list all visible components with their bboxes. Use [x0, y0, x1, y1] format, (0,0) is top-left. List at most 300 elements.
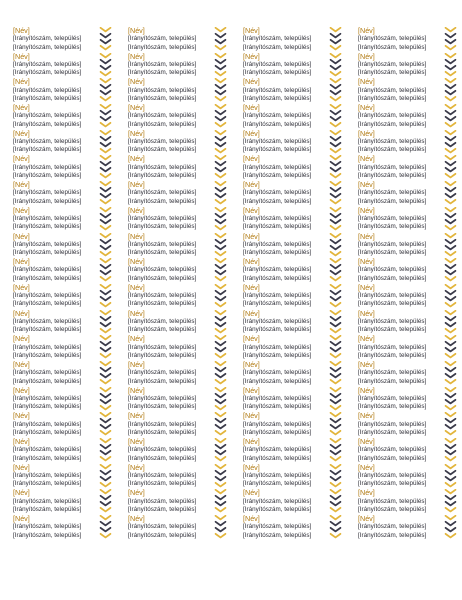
address-label[interactable] [242, 258, 346, 284]
address-label[interactable] [242, 387, 346, 413]
address-line-2: [Irányítószám, település] [243, 454, 312, 462]
chevron-leaf-icon [99, 515, 112, 541]
address-line-1: [Irányítószám, település] [358, 35, 427, 43]
name-placeholder: [Név] [13, 258, 30, 267]
name-placeholder: [Név] [128, 129, 145, 138]
chevron-leaf-icon [329, 284, 342, 310]
name-placeholder: [Név] [243, 104, 260, 113]
label-text [243, 438, 327, 463]
address-line-1: [Irányítószám, település] [13, 497, 82, 505]
name-placeholder: [Név] [243, 463, 260, 472]
address-line-1: [Irányítószám, település] [358, 60, 427, 68]
address-label[interactable] [12, 78, 116, 104]
address-label[interactable] [242, 489, 346, 515]
address-line-1: [Irányítószám, település] [243, 292, 312, 300]
chevron-leaf-icon [99, 233, 112, 259]
address-line-2: [Irányítószám, település] [358, 428, 427, 436]
label-text [13, 258, 97, 283]
label-text [243, 207, 327, 232]
chevron-leaf-icon [99, 130, 112, 156]
name-placeholder: [Név] [13, 206, 30, 215]
address-line-1: [Irányítószám, település] [358, 189, 427, 197]
label-text [358, 284, 442, 309]
address-label[interactable] [12, 104, 116, 130]
chevron-leaf-icon [99, 27, 112, 53]
label-text [13, 387, 97, 412]
name-placeholder: [Név] [128, 438, 145, 446]
chevron-leaf-icon [214, 412, 227, 438]
label-text [13, 335, 97, 360]
address-label[interactable] [12, 284, 116, 310]
chevron-leaf-icon [329, 412, 342, 438]
address-line-2: [Irányítószám, település] [243, 326, 312, 334]
address-line-2: [Irányítószám, település] [358, 274, 427, 282]
name-placeholder: [Név] [243, 386, 260, 395]
name-placeholder: [Név] [243, 52, 260, 61]
name-placeholder: [Név] [128, 386, 145, 395]
address-line-2: [Irányítószám, település] [13, 300, 82, 308]
address-line-1: [Irányítószám, település] [128, 138, 197, 146]
address-label[interactable] [357, 233, 461, 259]
address-line-2: [Irányítószám, település] [243, 428, 312, 436]
address-label[interactable] [242, 53, 346, 79]
address-label[interactable] [127, 387, 231, 413]
chevron-leaf-icon [329, 335, 342, 361]
address-line-1: [Irányítószám, település] [128, 523, 197, 531]
address-label[interactable] [127, 78, 231, 104]
chevron-leaf-icon [214, 335, 227, 361]
name-placeholder: [Név] [358, 52, 375, 61]
address-label[interactable] [242, 464, 346, 490]
name-placeholder: [Név] [243, 206, 260, 215]
address-label[interactable] [12, 387, 116, 413]
chevron-leaf-icon [329, 464, 342, 490]
chevron-leaf-icon [99, 104, 112, 130]
chevron-leaf-icon [329, 489, 342, 515]
name-placeholder: [Név] [13, 181, 30, 190]
address-line-2: [Irányítószám, település] [13, 249, 82, 257]
address-line-1: [Irányítószám, település] [243, 60, 312, 68]
address-line-1: [Irányítószám, település] [243, 138, 312, 146]
address-label[interactable] [127, 233, 231, 259]
label-text [243, 335, 327, 360]
chevron-leaf-icon [214, 207, 227, 233]
label-text [358, 489, 442, 514]
address-label[interactable] [12, 130, 116, 156]
name-placeholder: [Név] [128, 155, 145, 164]
address-label[interactable] [242, 78, 346, 104]
address-line-2: [Irányítószám, település] [358, 326, 427, 334]
label-text [243, 310, 327, 335]
address-label[interactable] [242, 284, 346, 310]
address-line-1: [Irányítószám, település] [13, 343, 82, 351]
address-label[interactable] [357, 53, 461, 79]
chevron-leaf-icon [444, 233, 457, 259]
address-line-1: [Irányítószám, település] [13, 163, 82, 171]
name-placeholder: [Név] [13, 78, 30, 87]
address-line-2: [Irányítószám, település] [13, 69, 82, 77]
address-label[interactable] [127, 104, 231, 130]
address-line-1: [Irányítószám, település] [358, 112, 427, 120]
name-placeholder: [Név] [358, 463, 375, 472]
address-label[interactable] [357, 130, 461, 156]
address-label[interactable] [12, 438, 116, 464]
chevron-leaf-icon [444, 181, 457, 207]
name-placeholder: [Név] [358, 360, 375, 369]
label-text [13, 130, 97, 155]
label-text [13, 207, 97, 232]
label-text [243, 27, 327, 52]
chevron-leaf-icon [214, 361, 227, 387]
address-line-1: [Irányítószám, település] [243, 240, 312, 248]
address-label[interactable] [127, 489, 231, 515]
address-line-2: [Irányítószám, település] [358, 480, 427, 488]
chevron-leaf-icon [99, 464, 112, 490]
address-label[interactable] [357, 104, 461, 130]
address-label[interactable] [127, 181, 231, 207]
address-line-2: [Irányítószám, település] [13, 351, 82, 359]
address-line-1: [Irányítószám, település] [13, 523, 82, 531]
address-line-2: [Irányítószám, település] [128, 120, 197, 128]
address-label[interactable] [242, 155, 346, 181]
address-line-2: [Irányítószám, település] [243, 69, 312, 77]
label-text [13, 78, 97, 103]
address-line-2: [Irányítószám, település] [13, 120, 82, 128]
address-label[interactable] [242, 181, 346, 207]
address-label[interactable] [127, 412, 231, 438]
address-label[interactable] [12, 361, 116, 387]
address-line-1: [Irányítószám, település] [13, 317, 82, 325]
chevron-leaf-icon [329, 27, 342, 53]
address-label[interactable] [357, 387, 461, 413]
address-label[interactable] [12, 335, 116, 361]
label-text [358, 412, 442, 437]
address-line-2: [Irányítószám, település] [128, 428, 197, 436]
address-label[interactable] [127, 155, 231, 181]
chevron-leaf-icon [99, 207, 112, 233]
name-placeholder: [Név] [128, 515, 145, 524]
address-line-1: [Irányítószám, település] [243, 35, 312, 43]
address-line-2: [Irányítószám, település] [128, 146, 197, 154]
chevron-leaf-icon [444, 284, 457, 310]
address-label[interactable] [127, 361, 231, 387]
chevron-leaf-icon [214, 387, 227, 413]
address-label[interactable] [357, 335, 461, 361]
name-placeholder: [Név] [128, 258, 145, 267]
name-placeholder: [Név] [13, 515, 30, 524]
address-line-1: [Irányítószám, település] [358, 394, 427, 402]
name-placeholder: [Név] [128, 78, 145, 87]
chevron-leaf-icon [444, 412, 457, 438]
address-line-1: [Irányítószám, település] [13, 266, 82, 274]
address-line-2: [Irányítószám, település] [128, 480, 197, 488]
name-placeholder: [Név] [128, 489, 145, 498]
address-line-2: [Irányítószám, település] [128, 531, 197, 539]
label-text [128, 130, 212, 155]
address-line-2: [Irányítószám, település] [358, 172, 427, 180]
address-line-2: [Irányítószám, település] [13, 146, 82, 154]
address-label[interactable] [357, 155, 461, 181]
label-text [128, 155, 212, 180]
address-line-2: [Irányítószám, település] [243, 505, 312, 513]
address-line-1: [Irányítószám, település] [243, 343, 312, 351]
address-label[interactable] [357, 489, 461, 515]
address-label[interactable] [127, 207, 231, 233]
chevron-leaf-icon [329, 181, 342, 207]
address-line-1: [Irányítószám, település] [243, 369, 312, 377]
address-label[interactable] [12, 412, 116, 438]
name-placeholder: [Név] [358, 206, 375, 215]
chevron-leaf-icon [329, 53, 342, 79]
address-line-2: [Irányítószám, település] [128, 94, 197, 102]
address-label[interactable] [12, 233, 116, 259]
label-text [358, 335, 442, 360]
label-text [358, 258, 442, 283]
chevron-leaf-icon [99, 335, 112, 361]
address-label[interactable] [12, 489, 116, 515]
address-line-1: [Irányítószám, település] [128, 471, 197, 479]
label-text [358, 361, 442, 386]
name-placeholder: [Név] [358, 155, 375, 164]
label-text [13, 181, 97, 206]
label-text [128, 181, 212, 206]
address-line-1: [Irányítószám, település] [13, 240, 82, 248]
label-text [243, 258, 327, 283]
chevron-leaf-icon [214, 233, 227, 259]
address-label[interactable] [242, 361, 346, 387]
name-placeholder: [Név] [358, 232, 375, 241]
name-placeholder: [Név] [128, 412, 145, 421]
name-placeholder: [Név] [13, 412, 30, 421]
address-line-1: [Irányítószám, település] [358, 471, 427, 479]
address-line-2: [Irányítószám, település] [13, 454, 82, 462]
address-label[interactable] [127, 27, 231, 53]
address-line-2: [Irányítószám, település] [243, 274, 312, 282]
name-placeholder: [Név] [13, 27, 30, 35]
chevron-leaf-icon [444, 78, 457, 104]
address-label[interactable] [12, 464, 116, 490]
address-line-1: [Irányítószám, település] [243, 163, 312, 171]
address-label[interactable] [357, 438, 461, 464]
chevron-leaf-icon [99, 310, 112, 336]
address-line-1: [Irányítószám, település] [128, 112, 197, 120]
address-label[interactable] [357, 464, 461, 490]
address-line-2: [Irányítószám, település] [358, 43, 427, 51]
address-label[interactable] [127, 464, 231, 490]
address-line-1: [Irányítószám, település] [128, 394, 197, 402]
label-text [243, 361, 327, 386]
label-text [243, 412, 327, 437]
name-placeholder: [Név] [358, 438, 375, 446]
address-label[interactable] [12, 207, 116, 233]
address-label[interactable] [242, 515, 346, 541]
address-label[interactable] [357, 181, 461, 207]
name-placeholder: [Név] [358, 129, 375, 138]
address-line-2: [Irányítószám, település] [128, 274, 197, 282]
address-label[interactable] [12, 155, 116, 181]
chevron-leaf-icon [444, 155, 457, 181]
label-text [128, 438, 212, 463]
address-line-2: [Irányítószám, település] [243, 146, 312, 154]
address-label[interactable] [12, 515, 116, 541]
address-line-2: [Irányítószám, település] [13, 274, 82, 282]
address-label[interactable] [242, 207, 346, 233]
address-line-2: [Irányítószám, település] [128, 197, 197, 205]
address-label[interactable] [242, 130, 346, 156]
address-label[interactable] [12, 27, 116, 53]
address-line-2: [Irányítószám, település] [128, 43, 197, 51]
address-label[interactable] [242, 233, 346, 259]
label-text [128, 489, 212, 514]
name-placeholder: [Név] [13, 232, 30, 241]
address-label[interactable] [357, 361, 461, 387]
address-line-2: [Irányítószám, település] [358, 505, 427, 513]
name-placeholder: [Név] [128, 181, 145, 190]
address-label[interactable] [127, 258, 231, 284]
address-line-2: [Irányítószám, település] [243, 172, 312, 180]
name-placeholder: [Név] [128, 309, 145, 318]
address-line-2: [Irányítószám, település] [13, 197, 82, 205]
address-label[interactable] [127, 515, 231, 541]
address-line-2: [Irányítószám, település] [13, 326, 82, 334]
address-line-2: [Irányítószám, település] [243, 94, 312, 102]
label-text [243, 130, 327, 155]
label-text [358, 464, 442, 489]
address-label[interactable] [127, 438, 231, 464]
address-line-1: [Irányítószám, település] [13, 369, 82, 377]
address-label[interactable] [242, 335, 346, 361]
chevron-leaf-icon [99, 181, 112, 207]
address-label[interactable] [242, 104, 346, 130]
address-line-1: [Irányítószám, település] [358, 369, 427, 377]
address-label[interactable] [357, 515, 461, 541]
address-label[interactable] [357, 207, 461, 233]
name-placeholder: [Név] [358, 412, 375, 421]
chevron-leaf-icon [99, 53, 112, 79]
address-line-2: [Irányítószám, település] [358, 223, 427, 231]
address-line-2: [Irányítószám, település] [128, 249, 197, 257]
name-placeholder: [Név] [128, 463, 145, 472]
address-line-1: [Irányítószám, település] [243, 266, 312, 274]
name-placeholder: [Név] [243, 515, 260, 524]
address-line-1: [Irányítószám, település] [358, 266, 427, 274]
address-label[interactable] [357, 284, 461, 310]
address-line-1: [Irányítószám, település] [13, 189, 82, 197]
address-line-1: [Irányítószám, település] [128, 240, 197, 248]
address-label[interactable] [357, 258, 461, 284]
chevron-leaf-icon [214, 489, 227, 515]
chevron-leaf-icon [444, 387, 457, 413]
label-text [358, 78, 442, 103]
label-text [358, 155, 442, 180]
address-line-2: [Irányítószám, település] [13, 223, 82, 231]
chevron-leaf-icon [99, 438, 112, 464]
address-label[interactable] [357, 412, 461, 438]
label-text [13, 155, 97, 180]
address-label[interactable] [127, 335, 231, 361]
label-text [13, 27, 97, 52]
address-line-2: [Irányítószám, település] [128, 377, 197, 385]
label-grid [12, 27, 461, 541]
address-line-2: [Irányítószám, település] [13, 43, 82, 51]
address-label[interactable] [242, 438, 346, 464]
address-line-2: [Irányítószám, település] [128, 300, 197, 308]
address-label[interactable] [357, 78, 461, 104]
label-text [358, 387, 442, 412]
address-label[interactable] [127, 310, 231, 336]
address-line-1: [Irányítószám, település] [128, 266, 197, 274]
name-placeholder: [Név] [128, 104, 145, 113]
address-label[interactable] [127, 130, 231, 156]
address-label[interactable] [127, 284, 231, 310]
chevron-leaf-icon [329, 78, 342, 104]
label-text [358, 207, 442, 232]
chevron-leaf-icon [99, 78, 112, 104]
label-text [128, 258, 212, 283]
chevron-leaf-icon [99, 489, 112, 515]
address-line-1: [Irányítószám, település] [243, 420, 312, 428]
name-placeholder: [Név] [358, 258, 375, 267]
name-placeholder: [Név] [128, 232, 145, 241]
address-label[interactable] [12, 310, 116, 336]
address-label[interactable] [242, 27, 346, 53]
address-line-1: [Irányítószám, település] [128, 35, 197, 43]
address-line-1: [Irányítószám, település] [13, 60, 82, 68]
chevron-leaf-icon [214, 284, 227, 310]
chevron-leaf-icon [214, 258, 227, 284]
address-line-2: [Irányítószám, település] [243, 531, 312, 539]
name-placeholder: [Név] [128, 360, 145, 369]
address-label[interactable] [242, 412, 346, 438]
address-label[interactable] [242, 310, 346, 336]
label-text [13, 464, 97, 489]
name-placeholder: [Név] [128, 335, 145, 344]
address-line-1: [Irányítószám, település] [13, 215, 82, 223]
name-placeholder: [Név] [358, 386, 375, 395]
name-placeholder: [Név] [13, 104, 30, 113]
address-label[interactable] [127, 53, 231, 79]
label-text [13, 233, 97, 258]
address-label[interactable] [12, 258, 116, 284]
address-line-2: [Irányítószám, település] [128, 223, 197, 231]
name-placeholder: [Név] [13, 386, 30, 395]
address-line-1: [Irányítószám, település] [128, 163, 197, 171]
name-placeholder: [Név] [358, 283, 375, 292]
chevron-leaf-icon [99, 155, 112, 181]
address-line-2: [Irányítószám, település] [243, 197, 312, 205]
label-text [243, 284, 327, 309]
address-line-1: [Irányítószám, település] [358, 523, 427, 531]
address-label[interactable] [12, 181, 116, 207]
label-text [13, 53, 97, 78]
chevron-leaf-icon [329, 361, 342, 387]
address-line-2: [Irányítószám, település] [243, 249, 312, 257]
label-text [128, 53, 212, 78]
address-label[interactable] [357, 27, 461, 53]
address-line-1: [Irányítószám, település] [358, 317, 427, 325]
address-line-2: [Irányítószám, település] [128, 326, 197, 334]
name-placeholder: [Név] [358, 181, 375, 190]
name-placeholder: [Név] [128, 206, 145, 215]
address-label[interactable] [12, 53, 116, 79]
address-line-1: [Irányítószám, település] [243, 86, 312, 94]
chevron-leaf-icon [329, 233, 342, 259]
address-label[interactable] [357, 310, 461, 336]
label-text [358, 233, 442, 258]
label-text [358, 438, 442, 463]
name-placeholder: [Név] [243, 412, 260, 421]
address-line-1: [Irányítószám, település] [358, 240, 427, 248]
